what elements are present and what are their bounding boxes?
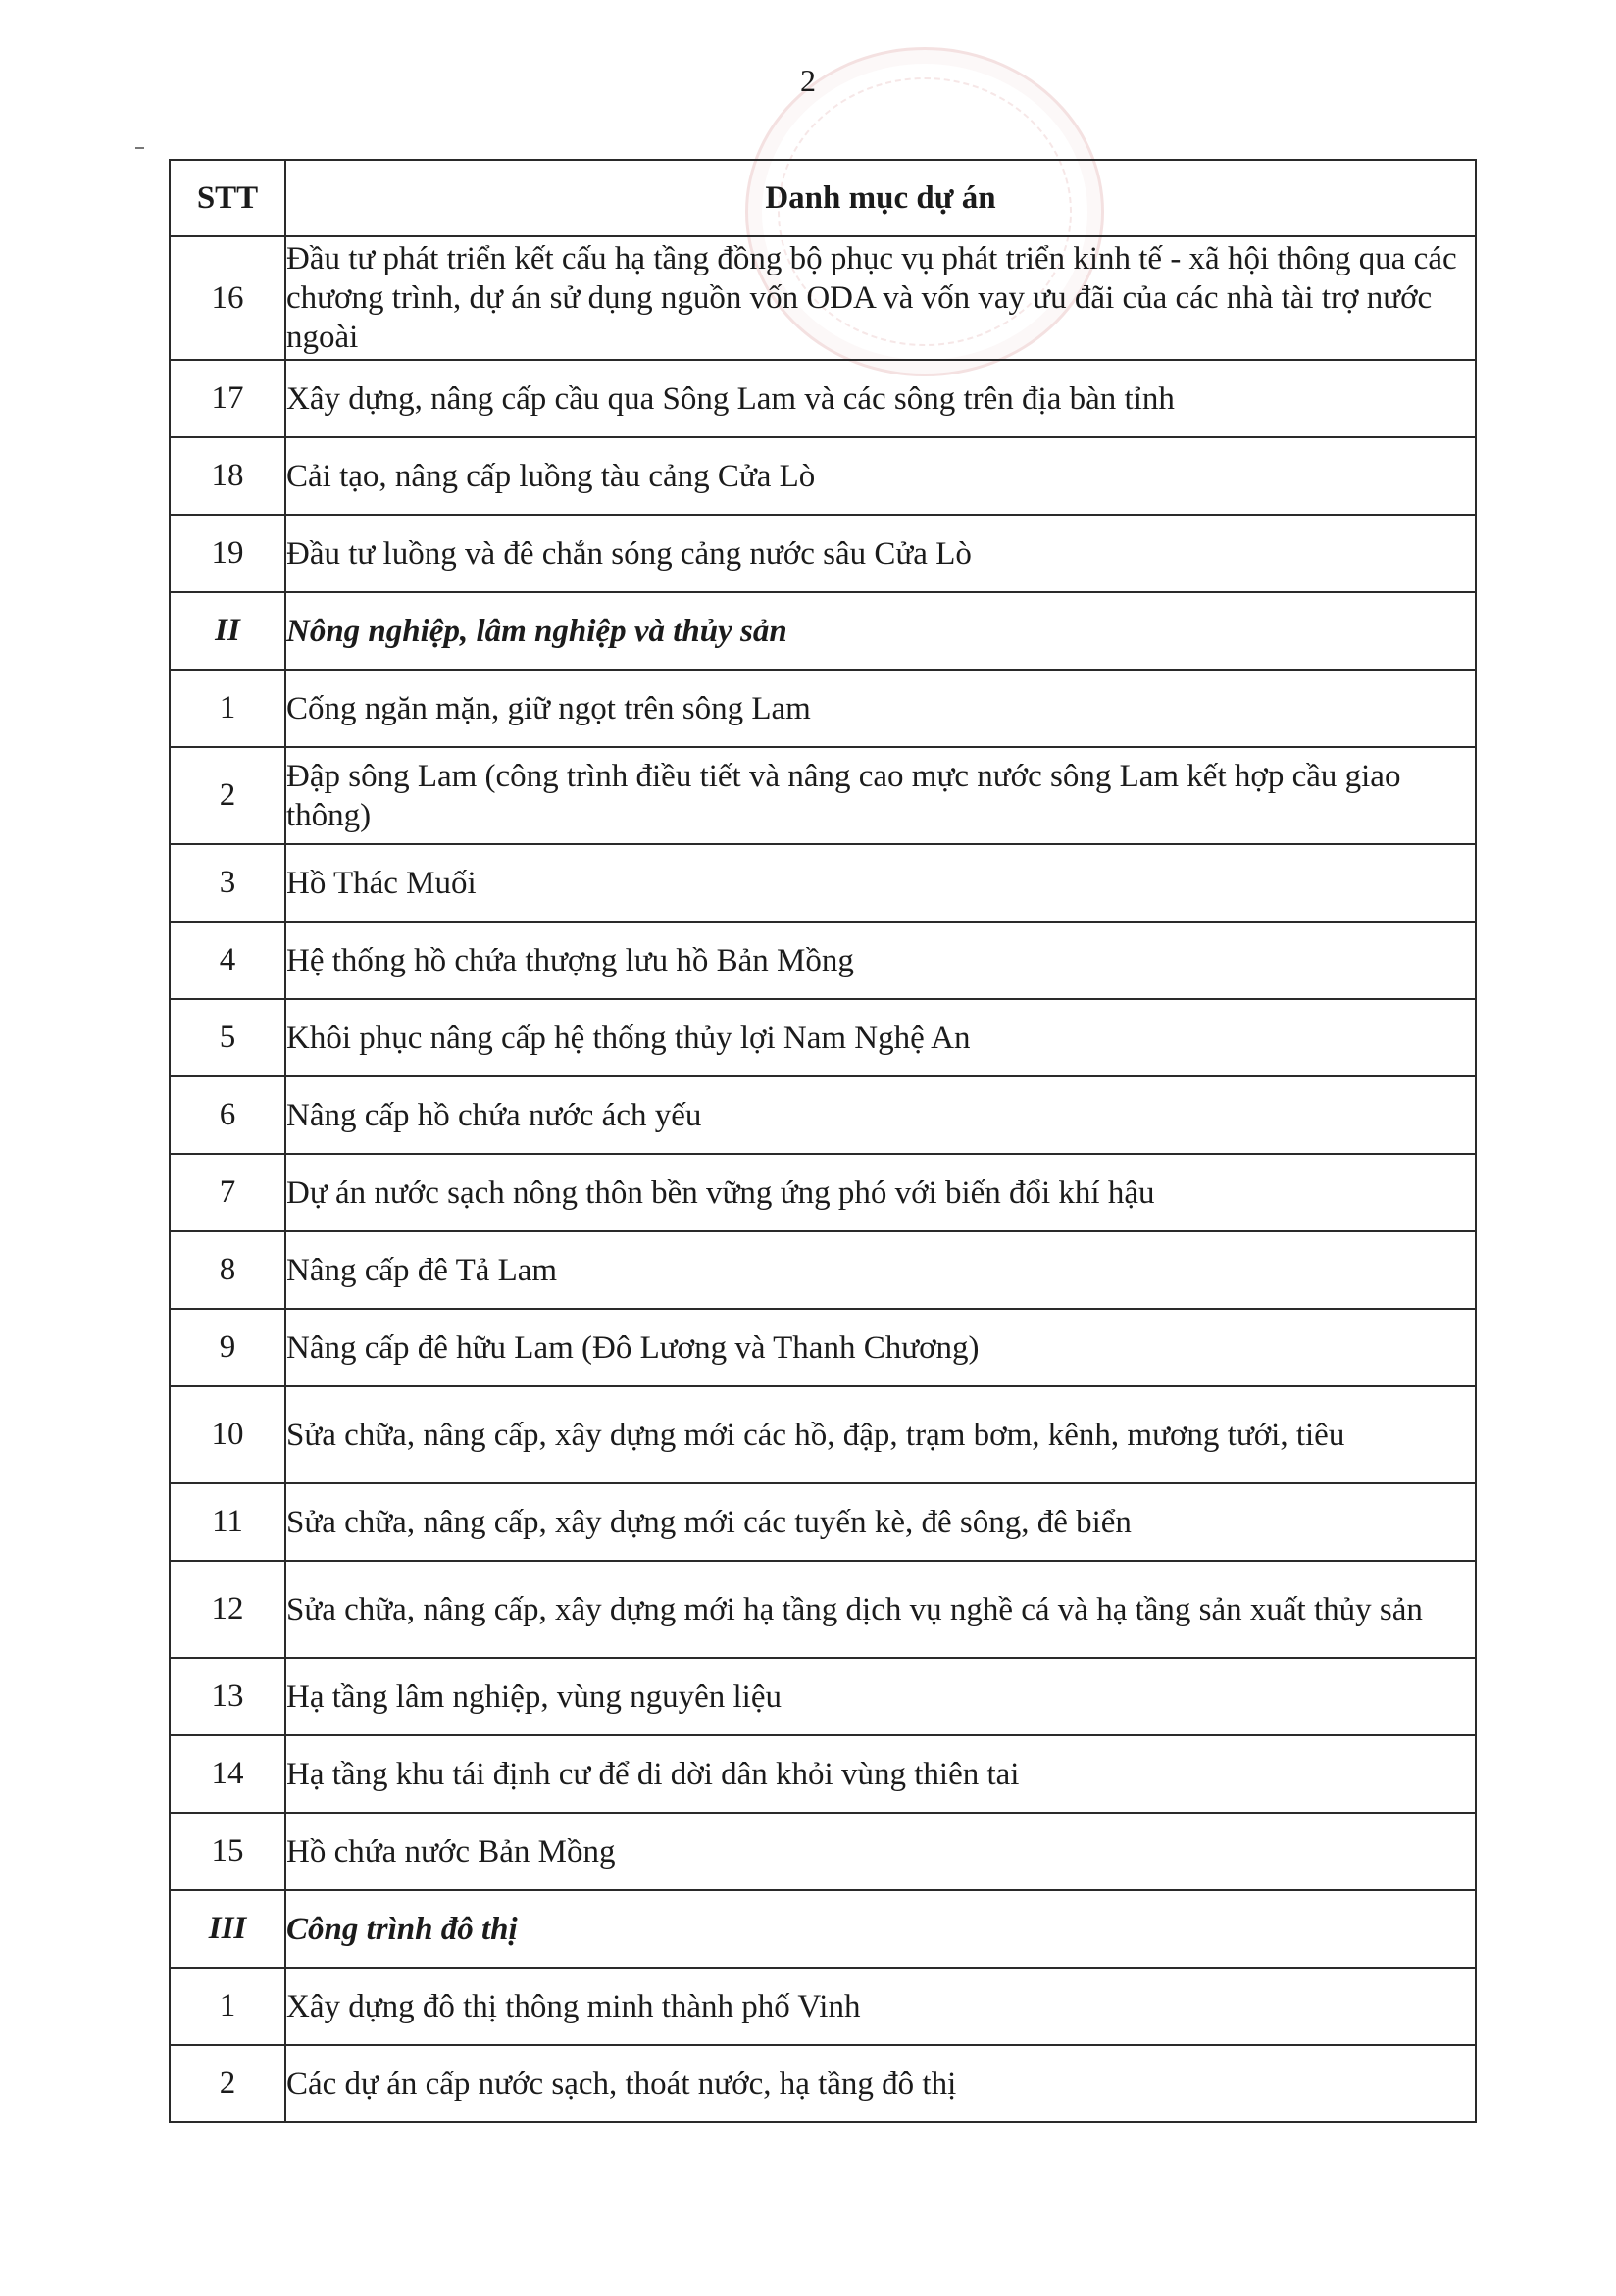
table-row (170, 1735, 1476, 1813)
table-row (170, 1813, 1476, 1890)
table-row (170, 1309, 1476, 1386)
table-row (170, 670, 1476, 747)
project-name: Sửa chữa, nâng cấp, xây dựng mới các hồ, đập, trạm bơm, kênh, mương tưới, tiêu (285, 1386, 1476, 1483)
table-body (170, 236, 1476, 2122)
row-number: 5 (170, 999, 285, 1076)
project-name: Xây dựng đô thị thông minh thành phố Vinh (285, 1968, 1476, 2045)
section-title: Nông nghiệp, lâm nghiệp và thủy sản (285, 592, 1476, 670)
project-name: Các dự án cấp nước sạch, thoát nước, hạ tầng đô thị (285, 2045, 1476, 2122)
row-number: 2 (170, 747, 285, 844)
row-number: 15 (170, 1813, 285, 1890)
row-number: 13 (170, 1658, 285, 1735)
project-name: Hồ chứa nước Bản Mồng (285, 1813, 1476, 1890)
table-row (170, 437, 1476, 515)
row-number: 1 (170, 670, 285, 747)
project-name: Đầu tư luồng và đê chắn sóng cảng nước sâu Cửa Lò (285, 515, 1476, 592)
table-row (170, 1483, 1476, 1561)
row-number: 17 (170, 360, 285, 437)
project-name: Nâng cấp đê hữu Lam (Đô Lương và Thanh Chương) (285, 1309, 1476, 1386)
project-name: Nâng cấp đê Tả Lam (285, 1231, 1476, 1309)
row-number: 9 (170, 1309, 285, 1386)
project-table (169, 159, 1477, 2123)
row-number: 11 (170, 1483, 285, 1561)
table-row (170, 2045, 1476, 2122)
table-header-row (170, 160, 1476, 236)
project-name: Hạ tầng lâm nghiệp, vùng nguyên liệu (285, 1658, 1476, 1735)
table-row (170, 1231, 1476, 1309)
section-title: Công trình đô thị (285, 1890, 1476, 1968)
table-row (170, 844, 1476, 922)
project-name: Cải tạo, nâng cấp luồng tàu cảng Cửa Lò (285, 437, 1476, 515)
section-row (170, 592, 1476, 670)
row-number: 6 (170, 1076, 285, 1154)
row-number: 7 (170, 1154, 285, 1231)
project-name: Hồ Thác Muối (285, 844, 1476, 922)
project-name: Dự án nước sạch nông thôn bền vững ứng phó với biến đổi khí hậu (285, 1154, 1476, 1231)
page-number: 2 (800, 63, 816, 98)
table-row (170, 922, 1476, 999)
table-row (170, 1076, 1476, 1154)
row-number: 8 (170, 1231, 285, 1309)
project-name: Sửa chữa, nâng cấp, xây dựng mới hạ tầng dịch vụ nghề cá và hạ tầng sản xuất thủy sản (285, 1561, 1476, 1658)
project-name: Nâng cấp hồ chứa nước ách yếu (285, 1076, 1476, 1154)
table-row (170, 1968, 1476, 2045)
table-row (170, 515, 1476, 592)
table-row (170, 1561, 1476, 1658)
table-row (170, 747, 1476, 844)
section-row (170, 1890, 1476, 1968)
project-name: Cống ngăn mặn, giữ ngọt trên sông Lam (285, 670, 1476, 747)
row-number: 4 (170, 922, 285, 999)
table-row (170, 1658, 1476, 1735)
row-number: III (170, 1890, 285, 1968)
row-number: 14 (170, 1735, 285, 1813)
header-stt: STT (170, 160, 285, 236)
row-number: 2 (170, 2045, 285, 2122)
table-row (170, 999, 1476, 1076)
project-name: Hệ thống hồ chứa thượng lưu hồ Bản Mồng (285, 922, 1476, 999)
project-name: Đầu tư phát triển kết cấu hạ tầng đồng bộ phục vụ phát triển kinh tế - xã hội thông qua các chương trình, dự án sử dụng nguồn vốn ODA và vốn vay ưu đãi của các nhà tài trợ nước ngoài (285, 236, 1476, 360)
project-name: Đập sông Lam (công trình điều tiết và nâng cao mực nước sông Lam kết hợp cầu giao thông) (285, 747, 1476, 844)
row-number: 12 (170, 1561, 285, 1658)
row-number: 18 (170, 437, 285, 515)
scan-artifact (135, 147, 144, 149)
row-number: 10 (170, 1386, 285, 1483)
table-row (170, 236, 1476, 360)
row-number: 16 (170, 236, 285, 360)
row-number: 19 (170, 515, 285, 592)
project-name: Xây dựng, nâng cấp cầu qua Sông Lam và các sông trên địa bàn tỉnh (285, 360, 1476, 437)
table-row (170, 360, 1476, 437)
project-name: Hạ tầng khu tái định cư để di dời dân khỏi vùng thiên tai (285, 1735, 1476, 1813)
table-row (170, 1154, 1476, 1231)
project-name: Khôi phục nâng cấp hệ thống thủy lợi Nam Nghệ An (285, 999, 1476, 1076)
table-row (170, 1386, 1476, 1483)
row-number: 3 (170, 844, 285, 922)
header-project-name: Danh mục dự án (285, 160, 1476, 236)
project-name: Sửa chữa, nâng cấp, xây dựng mới các tuyến kè, đê sông, đê biển (285, 1483, 1476, 1561)
row-number: II (170, 592, 285, 670)
row-number: 1 (170, 1968, 285, 2045)
